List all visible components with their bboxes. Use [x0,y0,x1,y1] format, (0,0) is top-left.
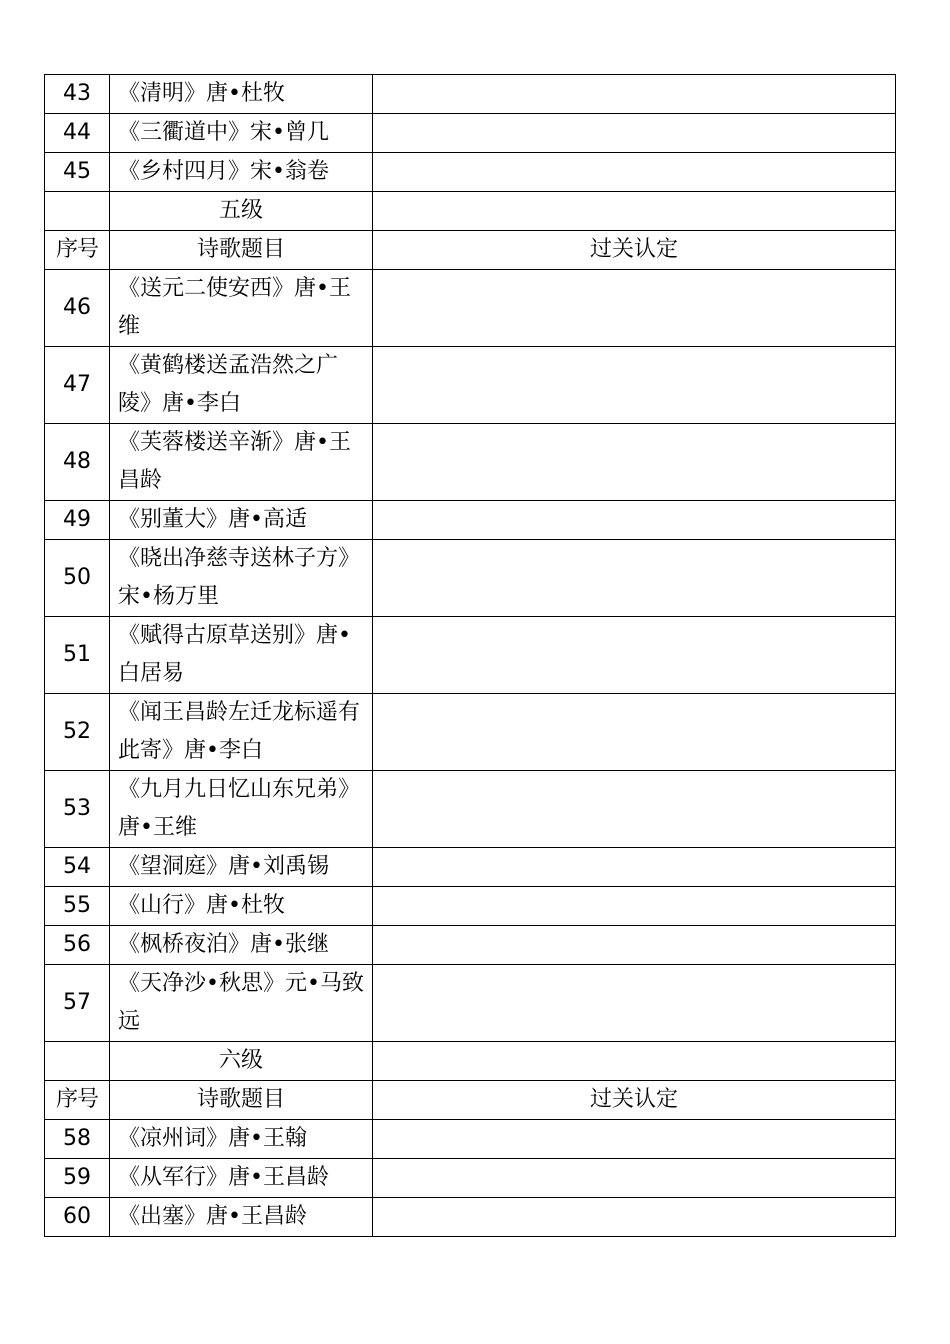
pass-cell[interactable] [373,887,896,926]
poem-title: 《凉州词》唐•王翰 [110,1120,373,1159]
level-title: 五级 [110,192,373,231]
row-number: 57 [45,965,110,1042]
table-row [45,153,896,192]
pass-cell[interactable] [373,926,896,965]
header-pass: 过关认定 [373,1081,896,1120]
level-row [45,1042,896,1081]
pass-cell[interactable] [373,965,896,1042]
row-number: 56 [45,926,110,965]
pass-cell[interactable] [373,1159,896,1198]
table-row [45,965,896,1042]
table-row [45,1198,896,1237]
poem-title: 《从军行》唐•王昌龄 [110,1159,373,1198]
row-number: 55 [45,887,110,926]
poem-title: 《天净沙•秋思》元•马致远 [110,965,373,1042]
header-num: 序号 [45,231,110,270]
row-number: 53 [45,771,110,848]
row-number: 59 [45,1159,110,1198]
table-row [45,926,896,965]
pass-cell[interactable] [373,540,896,617]
row-number: 52 [45,694,110,771]
poem-title: 《清明》唐•杜牧 [110,75,373,114]
poem-title: 《别董大》唐•高适 [110,501,373,540]
table-row [45,1120,896,1159]
row-number: 58 [45,1120,110,1159]
poem-title: 《芙蓉楼送辛渐》唐•王昌龄 [110,424,373,501]
poem-title: 《乡村四月》宋•翁卷 [110,153,373,192]
pass-cell[interactable] [373,270,896,347]
pass-cell[interactable] [373,75,896,114]
row-number: 46 [45,270,110,347]
pass-cell[interactable] [373,617,896,694]
pass-cell[interactable] [373,1120,896,1159]
header-num: 序号 [45,1081,110,1120]
poem-title: 《枫桥夜泊》唐•张继 [110,926,373,965]
poem-title: 《晓出净慈寺送林子方》宋•杨万里 [110,540,373,617]
poem-title: 《送元二使安西》唐•王维 [110,270,373,347]
level-row [45,192,896,231]
level-spacer [373,1042,896,1081]
pass-cell[interactable] [373,771,896,848]
table-row [45,540,896,617]
poem-title: 《望洞庭》唐•刘禹锡 [110,848,373,887]
row-number: 43 [45,75,110,114]
header-row [45,231,896,270]
row-number: 47 [45,347,110,424]
row-number: 54 [45,848,110,887]
level-spacer [373,192,896,231]
row-number: 48 [45,424,110,501]
table-row [45,347,896,424]
pass-cell[interactable] [373,694,896,771]
level-spacer [45,1042,110,1081]
poem-title: 《九月九日忆山东兄弟》唐•王维 [110,771,373,848]
row-number: 45 [45,153,110,192]
row-number: 60 [45,1198,110,1237]
table-row [45,270,896,347]
table-row [45,424,896,501]
poem-title: 《出塞》唐•王昌龄 [110,1198,373,1237]
table-row [45,75,896,114]
poem-title: 《山行》唐•杜牧 [110,887,373,926]
pass-cell[interactable] [373,848,896,887]
row-number: 44 [45,114,110,153]
poem-title: 《赋得古原草送别》唐•白居易 [110,617,373,694]
header-row [45,1081,896,1120]
poetry-checklist-table [44,74,896,1237]
table-row [45,617,896,694]
pass-cell[interactable] [373,1198,896,1237]
pass-cell[interactable] [373,153,896,192]
poem-title: 《三衢道中》宋•曾几 [110,114,373,153]
header-title: 诗歌题目 [110,231,373,270]
level-spacer [45,192,110,231]
pass-cell[interactable] [373,424,896,501]
poem-title: 《黄鹤楼送孟浩然之广陵》唐•李白 [110,347,373,424]
table-row [45,771,896,848]
header-title: 诗歌题目 [110,1081,373,1120]
level-title: 六级 [110,1042,373,1081]
row-number: 49 [45,501,110,540]
table-row [45,694,896,771]
table-row [45,1159,896,1198]
pass-cell[interactable] [373,347,896,424]
pass-cell[interactable] [373,501,896,540]
table-row [45,501,896,540]
poem-title: 《闻王昌龄左迁龙标遥有此寄》唐•李白 [110,694,373,771]
table-row [45,848,896,887]
table-row [45,887,896,926]
row-number: 51 [45,617,110,694]
header-pass: 过关认定 [373,231,896,270]
row-number: 50 [45,540,110,617]
pass-cell[interactable] [373,114,896,153]
table-row [45,114,896,153]
